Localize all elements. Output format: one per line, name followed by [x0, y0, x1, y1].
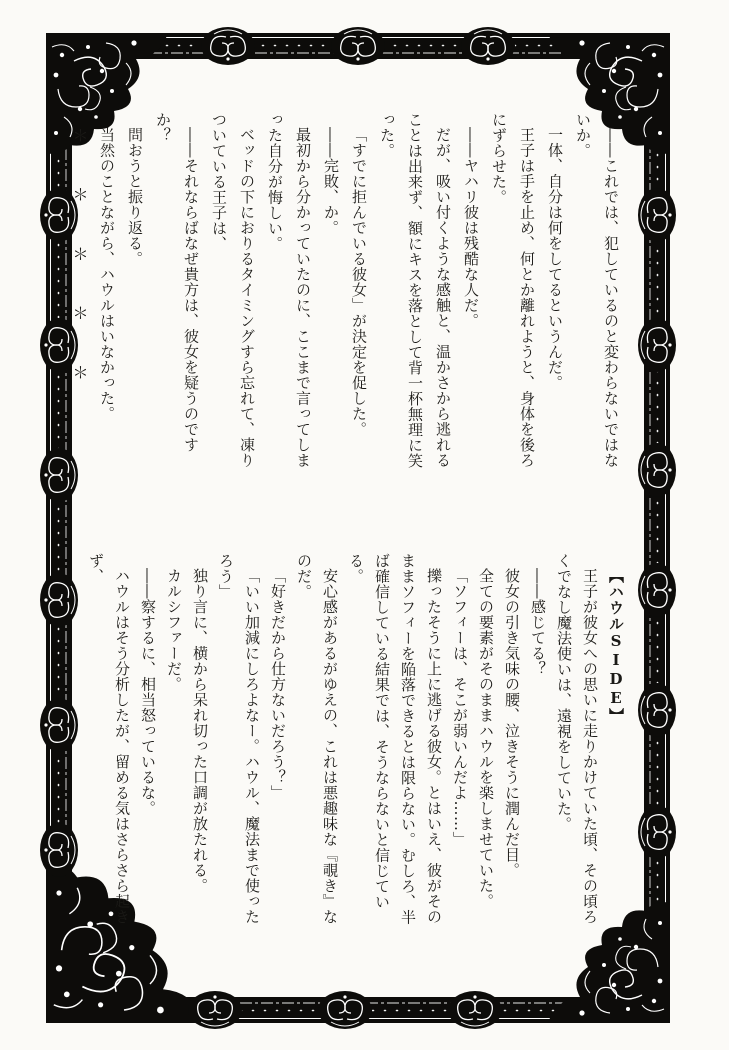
border-medallion	[40, 573, 78, 627]
border-medallion	[201, 27, 255, 65]
border-medallion	[638, 443, 676, 497]
paragraph: 独り言に、横から呆れ切った口調が放たれる。	[191, 568, 209, 894]
paragraph: カルシファーだ。	[165, 568, 183, 692]
paragraph: ベッドの下におりるタイミングすら忘れて、凍りついている王子は、	[210, 112, 256, 468]
paragraph: ――ヤハリ彼は残酷な人だ。	[462, 127, 480, 329]
paragraph: だが、吸い付くような感触と、温かさから逃れることは出来ず、額にキスを落として背一杯無理に笑った。	[378, 112, 452, 469]
border-medallion	[188, 991, 242, 1029]
paragraph: 「好きだから仕方ないだろう？」	[269, 568, 287, 801]
border-medallion	[461, 27, 515, 65]
section-header-howl-side: 【ハウルSIDE】	[607, 568, 625, 724]
paragraph: 「すでに拒んでいる彼女」が決定を促した。	[350, 127, 368, 437]
paragraph: 「いい加減にしろよなー。ハウル、魔法まで使ったろう」	[217, 553, 261, 925]
prince-pov-text-block	[65, 112, 625, 474]
howl-side-text-block	[83, 553, 629, 930]
paragraph: ――察するに、相当怒っているな。	[139, 568, 157, 816]
border-medallion	[318, 991, 372, 1029]
paragraph: 「ソフィーは、そこが弱いんだよ……」	[451, 568, 469, 847]
border-medallion	[331, 27, 385, 65]
paragraph: ――感じてる？	[529, 568, 547, 677]
paragraph: ハウルはそう分析したが、留める気はさらさら起きず、	[87, 553, 131, 925]
paragraph: 王子は手を止め、何とか離れようと、身体を後ろにずらせた。	[490, 112, 536, 468]
paragraph: 擽ったそうに上に逃げる彼女。とはいえ、彼がそのままソフィーを陥落できるとは限らない。むしろ、半ば確信している結果では、そうならないと信じている。	[347, 553, 443, 925]
paragraph: 最初から分かっていたのに、ここまで言ってしまった自分が悔しい。	[266, 112, 312, 468]
paragraph: ――それならばなぜ貴方は、彼女を疑うのですか？	[154, 112, 200, 453]
border-medallion	[448, 991, 502, 1029]
border-medallion	[638, 563, 676, 617]
border-medallion	[638, 683, 676, 737]
border-medallion	[638, 318, 676, 372]
border-medallion	[638, 805, 676, 859]
paragraph: 彼女の引き気味の腰、泣きそうに潤んだ目。	[503, 568, 521, 878]
paragraph: 一体、自分は何をしてるというんだ。	[546, 127, 564, 391]
paragraph: ――完敗、か。	[322, 127, 340, 236]
paragraph: 全ての要素がそのままハウルを楽しませていた。	[477, 568, 495, 909]
paragraph: 問おうと振り返る。	[126, 127, 144, 267]
paragraph: 安心感があるがゆえの、これは悪趣味な『覗き』なのだ。	[295, 553, 339, 925]
border-medallion	[40, 823, 78, 877]
paragraph: ――これでは、犯しているのと変わらないではないか。	[574, 112, 620, 468]
paragraph: 当然のことながら、ハウルはいなかった。	[98, 127, 116, 422]
border-medallion	[638, 188, 676, 242]
scene-separator-asterisks: ＊ ＊ ＊ ＊ ＊	[70, 127, 89, 394]
border-medallion	[40, 698, 78, 752]
paragraph: 王子が彼女への思いに走りかけていた頃、その頃ろくでなし魔法使いは、遠視をしていた。	[555, 553, 599, 925]
